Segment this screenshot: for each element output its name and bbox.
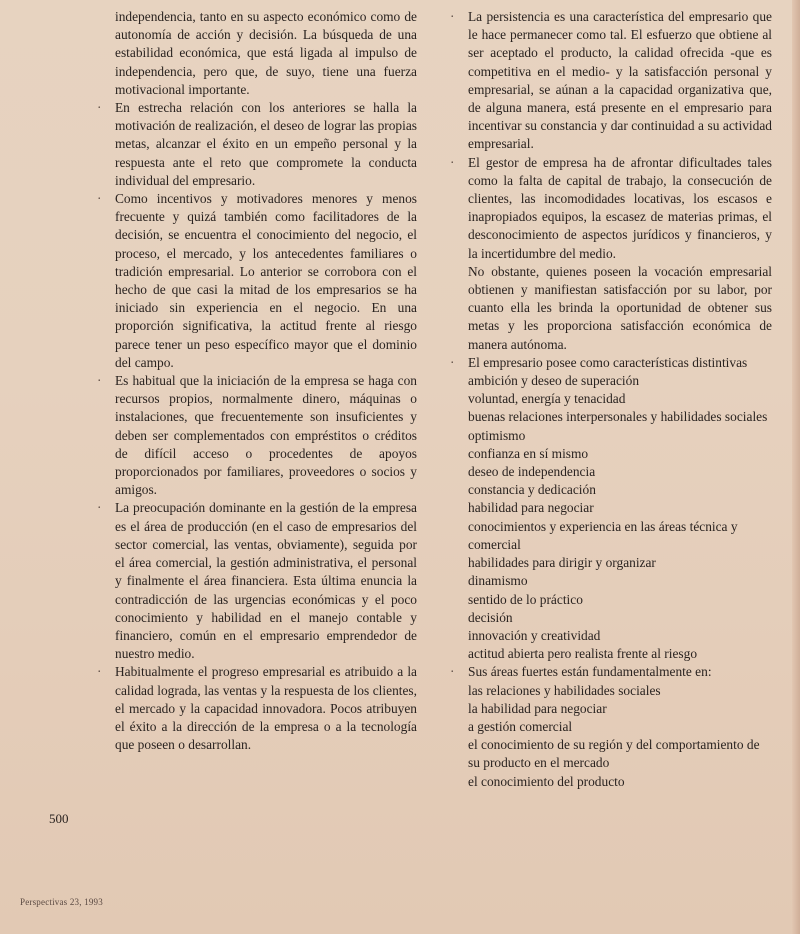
trait-item: ambición y deseo de superación [468,373,640,389]
trait-item: constancia y dedicación [468,482,596,498]
bullet-paragraph [450,8,772,154]
bullet-icon: · [450,9,455,24]
bullet-paragraph [97,499,417,663]
bullet-icon: · [97,100,102,116]
strength-item: el conocimiento de su región y del comportamiento de su producto en el mercado [468,737,760,771]
traits-list [450,372,772,663]
bullet-paragraph [450,354,772,372]
paragraph-text: El empresario posee como características distintivas [468,354,748,370]
paragraph-text: Es habitual que la iniciación de la empresa se haga con recursos propios, normalmente dinero, máquinas o instalaciones, que frecuentemente son insuficientes y deben ser complementados con empréstitos o créditos de difícil acceso o procedentes de apoyos proporcionados por familiares, proveedores o socios y amigos. [115,373,417,498]
right-column [450,8,772,791]
bullet-icon: · [97,500,102,516]
bullet-paragraph [97,663,417,754]
strengths-list [450,682,772,791]
page-edge [792,0,800,934]
paragraph-text: Como incentivos y motivadores menores y menos frecuente y quizá también como facilitadores de la decisión, se encuentra el conocimiento del negocio, el proceso, el mercado, y los antecedentes familiares o tradición empresarial. Lo anterior se corrobora con el hecho de que casi la mitad de los empresarios se ha iniciado sin experiencia en el negocio. En una proporción significativa, la actitud frente al riesgo parece tener un peso específico mayor que el dominio del campo. [115,191,417,370]
bullet-paragraph [97,372,417,499]
paragraph-text: En estrecha relación con los anteriores se halla la motivación de realización, el deseo de lograr las propias metas, alcanzar el éxito en un empeño personal y la respuesta ante el reto que compromete la conducta individual del empresario. [115,100,417,188]
strength-item: la habilidad para negociar [468,700,607,716]
trait-item: sentido de lo práctico [468,591,583,607]
trait-item: confianza en sí mismo [468,445,589,461]
paragraph-text: La persistencia es una característica del empresario que le hace permanecer como tal. El esfuerzo que obtiene al ser aceptado el producto, la calidad ofrecida -que es competitiva en el medio- y la satisfacción personal y empresarial, se aúnan a la capacidad organizativa que, de alguna manera, está presente en el empresario para incentivar su constancia y dar continuidad a su actividad empresarial. [468,9,772,152]
trait-item: innovación y creatividad [468,627,601,643]
trait-item: buenas relaciones interpersonales y habilidades sociales [468,409,768,425]
bullet-icon: · [97,191,102,207]
left-column [97,8,417,754]
bullet-paragraph [450,663,772,681]
trait-item: deseo de independencia [468,464,596,480]
paragraph: independencia, tanto en su aspecto económico como de autonomía de acción y decisión. La búsqueda de una estabilidad económica, que está ligada al impulso de independencia, pero que, de suyo, tiene una fuerza motivacional importante. [115,9,417,97]
bullet-icon: · [450,354,455,370]
trait-item: habilidad para negociar [468,500,594,516]
bullet-icon: · [97,373,102,389]
paragraph: No obstante, quienes poseen la vocación empresarial obtienen y manifiestan satisfacción por su labor, por cuanto ella les brinda la oportunidad de obtener sus metas y les proporciona satisfacción económica de manera autónoma. [468,263,772,352]
trait-item: decisión [468,609,513,625]
paragraph-text: La preocupación dominante en la gestión de la empresa es el área de producción (en el caso de empresarios del sector comercial, las ventas, obviamente), seguida por el área comercial, la gestión administrativa, el personal y finalmente el área financiera. Esta última enuncia la contradicción de las urgencias económicas y el poco conocimiento y habilidad en el manejo contable y financiero, común en el empresario emprendedor de nuestro medio. [115,500,417,662]
trait-item: optimismo [468,427,526,443]
bullet-paragraph [450,154,772,263]
trait-item: voluntad, energía y tenacidad [468,391,626,407]
bullet-icon: · [450,154,455,170]
strength-item: el conocimiento del producto [468,773,625,789]
paragraph-text: El gestor de empresa ha de afrontar dificultades tales como la falta de capital de trabajo, la consecución de clientes, las incomodidades locativas, los escasos e inapropiados equipos, la escasez de materias primas, el desconocimiento de aspectos jurídicos y financieros, y la incertidumbre del medio. [468,154,772,261]
strength-item: a gestión comercial [468,718,573,734]
page-number: 500 [49,811,69,826]
trait-item: dinamismo [468,573,528,589]
footer-citation: Perspectivas 23, 1993 [20,897,103,907]
strength-item: las relaciones y habilidades sociales [468,682,661,698]
trait-item: conocimientos y experiencia en las áreas técnica y comercial [468,518,738,552]
bullet-icon: · [450,664,455,680]
trait-item: habilidades para dirigir y organizar [468,555,656,571]
bullet-icon: · [97,664,102,680]
bullet-paragraph [97,190,417,372]
paragraph-text: Habitualmente el progreso empresarial es atribuido a la calidad lograda, las ventas y la respuesta de los clientes, el mercado y la capacidad innovadora. Pocos atribuyen el éxito a la dirección de la empresa o a la tecnología que poseen o desarrollan. [115,664,417,753]
bullet-paragraph [97,99,417,190]
trait-item: actitud abierta pero realista frente al riesgo [468,646,698,662]
paragraph-text: Sus áreas fuertes están fundamentalmente en: [468,664,712,680]
